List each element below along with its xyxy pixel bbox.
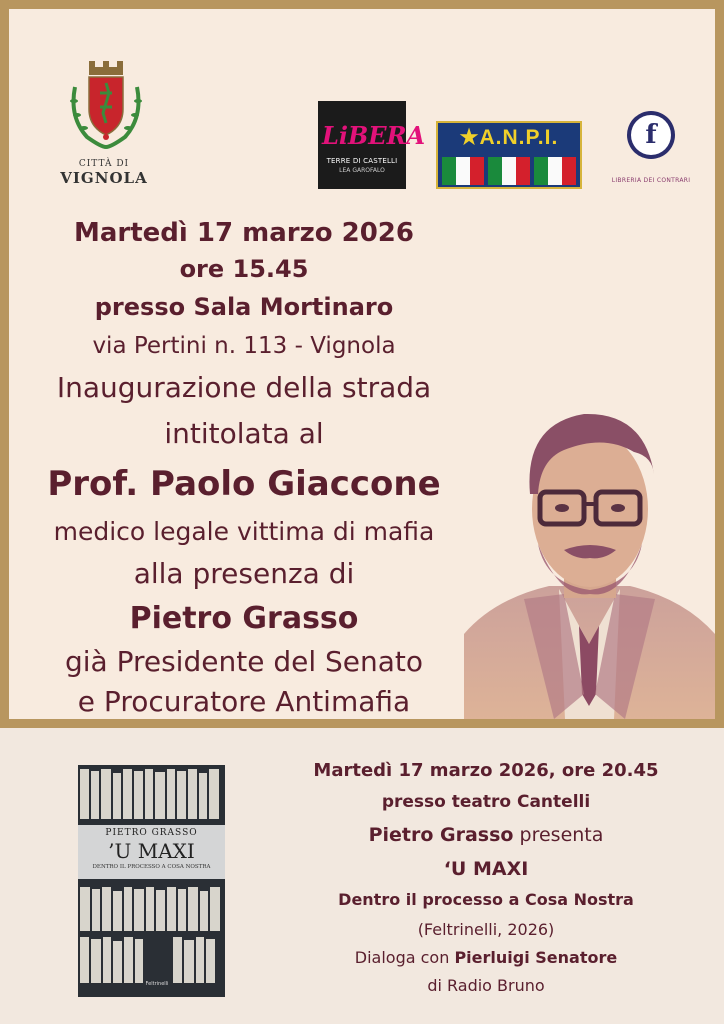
libera-wordmark: LiBERA bbox=[322, 121, 426, 150]
event2-book-title: ‘U MAXI bbox=[443, 858, 529, 880]
libreria-logo-letter: f bbox=[631, 115, 671, 155]
event1-inauguration: Inaugurazione della strada bbox=[56, 371, 432, 404]
libreria-name: LIBRERIA DEI CONTRARI bbox=[611, 177, 691, 184]
book-publisher: Feltrinelli bbox=[145, 981, 169, 987]
libreria-logo-icon bbox=[627, 111, 675, 159]
anpi-wordmark: ★A.N.P.I. bbox=[459, 126, 559, 149]
event1-time: ore 15.45 bbox=[179, 255, 309, 283]
libera-logo bbox=[318, 101, 426, 189]
anpi-logo bbox=[436, 121, 582, 189]
event2-publisher: (Feltrinelli, 2026) bbox=[417, 920, 555, 939]
event1-honoree-description: medico legale vittima di mafia bbox=[53, 517, 435, 546]
archive-shelves-image bbox=[78, 765, 225, 997]
top-panel bbox=[9, 9, 715, 719]
book-title-band bbox=[78, 825, 225, 879]
event1-date: Martedì 17 marzo 2026 bbox=[74, 218, 414, 248]
event2-moderator: Pierluigi Senatore bbox=[454, 948, 618, 967]
event1-venue: presso Sala Mortinaro bbox=[94, 293, 394, 321]
event2-moderator-org: di Radio Bruno bbox=[427, 976, 545, 995]
event2-dialog-line bbox=[276, 948, 696, 967]
book-title: ’U MAXI bbox=[108, 839, 195, 863]
event1-guest: Pietro Grasso bbox=[129, 601, 359, 636]
city-crest-logo bbox=[65, 57, 147, 149]
event1-address: via Pertini n. 113 - Vignola bbox=[92, 333, 396, 359]
event2-datetime: Martedì 17 marzo 2026, ore 20.45 bbox=[313, 760, 659, 781]
city-name-line1: CITTÀ DI bbox=[78, 159, 130, 169]
event1-guest-role-1: già Presidente del Senato bbox=[64, 645, 424, 678]
italian-flags-icon bbox=[442, 157, 576, 185]
portrait-paolo-giaccone bbox=[464, 394, 715, 719]
event2-book-subtitle: Dentro il processo a Cosa Nostra bbox=[338, 890, 634, 909]
event1-dedication: intitolata al bbox=[164, 417, 324, 450]
libera-subtitle: TERRE DI CASTELLI bbox=[326, 157, 398, 165]
event1-presence: alla presenza di bbox=[133, 557, 355, 590]
book-author: PIETRO GRASSO bbox=[105, 828, 198, 838]
event2-dialog-prefix: Dialoga con bbox=[354, 948, 455, 967]
city-name-line2: VIGNOLA bbox=[60, 169, 148, 187]
book-subtitle: DENTRO IL PROCESSO A COSA NOSTRA bbox=[92, 864, 211, 870]
event2-presenter: Pietro Grasso bbox=[368, 824, 514, 846]
event1-guest-role-2: e Procuratore Antimafia bbox=[77, 685, 411, 718]
event1-honoree: Prof. Paolo Giaccone bbox=[47, 464, 441, 504]
libera-subtitle-2: LEA GAROFALO bbox=[339, 167, 385, 174]
event2-venue: presso teatro Cantelli bbox=[381, 792, 591, 812]
event2-presents: presenta bbox=[513, 824, 604, 846]
event2-presenter-line bbox=[276, 824, 696, 846]
book-cover bbox=[78, 765, 225, 997]
